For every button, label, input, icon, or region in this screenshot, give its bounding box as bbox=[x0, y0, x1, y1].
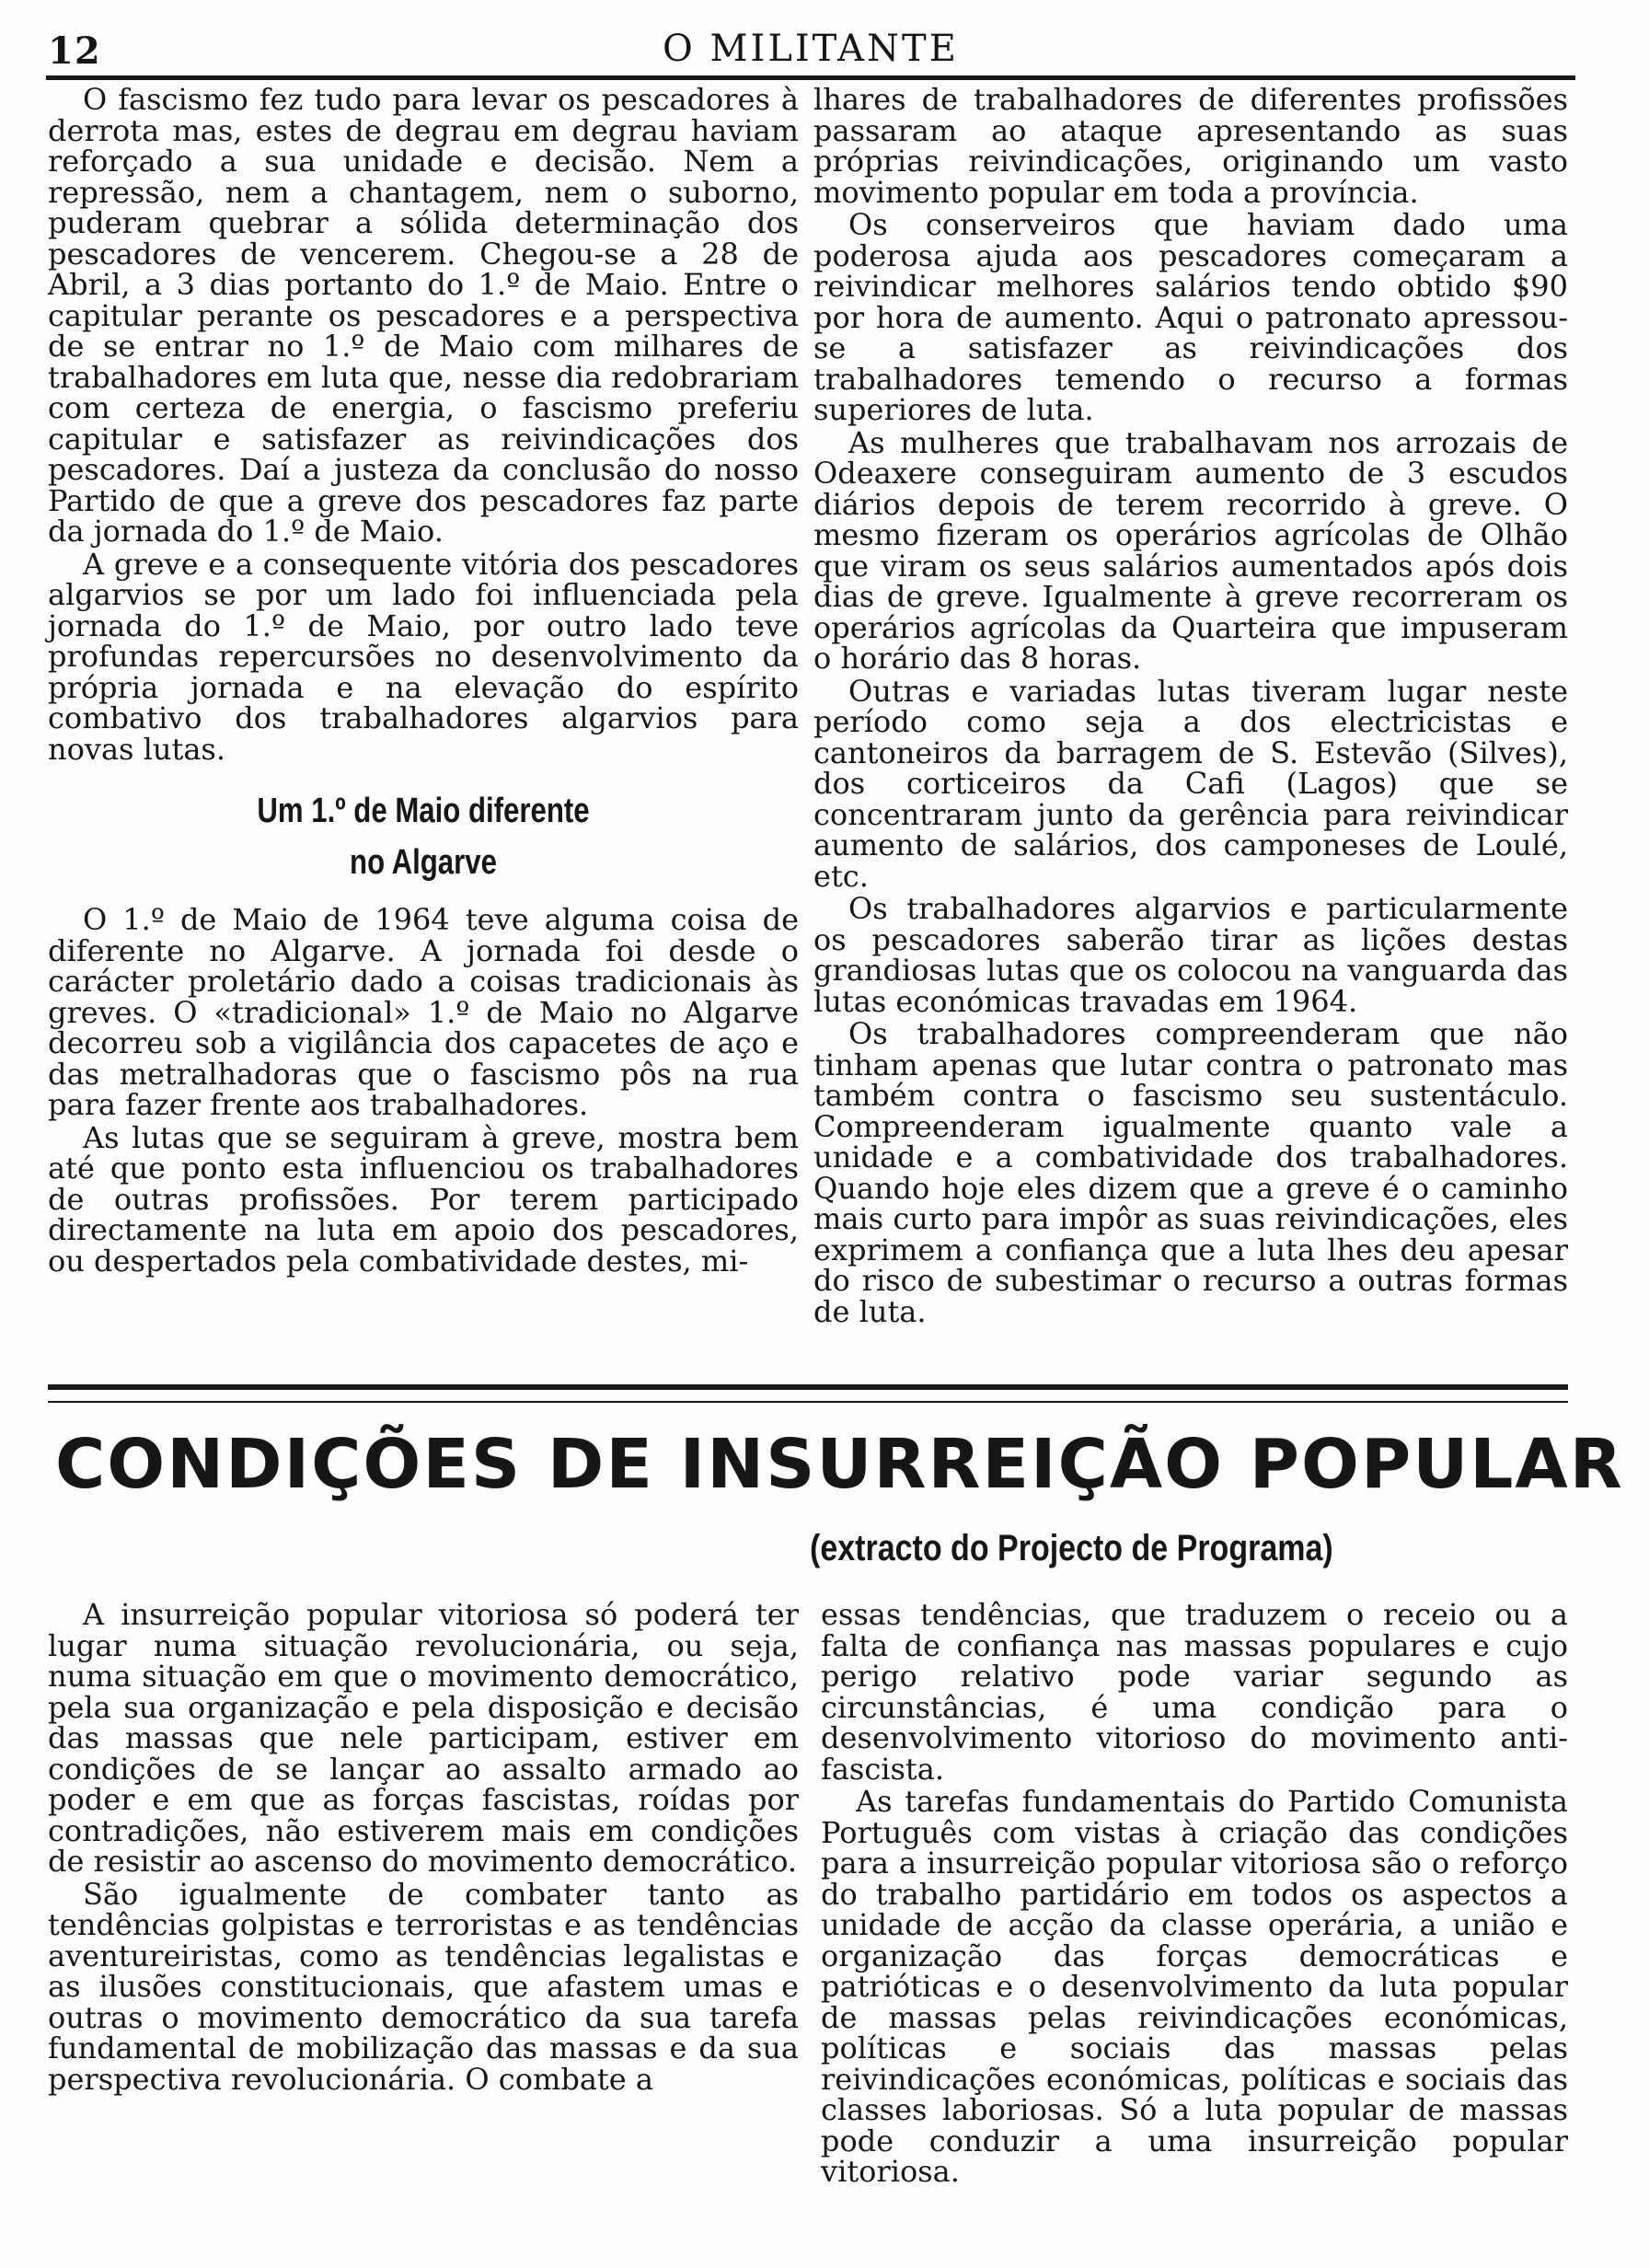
article-paragraph: Os trabalhadores compreenderam que não tinham apenas que lutar contra o patronato mas também contra o fascismo seu sustentáculo. Compreenderam igualmente quanto vale a unidade e a combatividade dos trabalhadores. Quando hoje eles dizem que a greve é o caminho mais curto para impôr as suas reivindicações, eles exprimem a confiança que a luta lhes deu apesar do risco de subestimar o recurso a outras formas de luta. bbox=[813, 1016, 1568, 1329]
subheading-line-2: no Algarve bbox=[350, 843, 497, 882]
article1-right-column bbox=[813, 82, 1568, 1329]
article-paragraph: As mulheres que trabalhavam nos arrozais de Odeaxere conseguiram aumento de 3 escudos diários depois de terem recorrido à greve. O mesmo fizeram os operários agrícolas de Olhão que viram os seus salários aumentados após dois dias de greve. Igualmente à greve recorreram os operários agrícolas da Quarteira que impuseram o horário das 8 horas. bbox=[813, 424, 1568, 676]
article-paragraph: lhares de trabalhadores de diferentes profissões passaram ao ataque apresentando as suas próprias reivindicações, originando um vasto movimento popular em toda a província. bbox=[813, 82, 1568, 210]
section-subheading bbox=[115, 785, 731, 888]
article-paragraph: essas tendências, que traduzem o receio ou a falta de confiança nas massas populares e cujo perigo relativo pode variar segundo as circunstâncias, é uma condição para o desenvolvimento vitorioso do movimento anti-fascista. bbox=[821, 1597, 1568, 1787]
article-paragraph: A greve e a consequente vitória dos pescadores algarvios se por um lado foi influenciada pela jornada do 1.º de Maio, por outro lado teve profundas repercursões no desenvolvimento da própria jornada e na elevação do espírito combativo dos trabalhadores algarvios para novas lutas. bbox=[48, 546, 799, 767]
page-number: 12 bbox=[48, 29, 101, 73]
article-paragraph: O 1.º de Maio de 1964 teve alguma coisa de diferente no Algarve. A jornada foi desde o carácter proletário dado a coisas tradicionais às greves. O «tradicional» 1.º de Maio no Algarve decorreu sob a vigilância dos capacetes de aço e das metralhadoras que o fascismo pôs na rua para fazer frente aos trabalhadores. bbox=[48, 902, 799, 1122]
article-paragraph: Os trabalhadores algarvios e particularmente os pescadores saberão tirar as lições destas grandiosas lutas que os colocou na vanguarda das lutas económicas travadas em 1964. bbox=[813, 891, 1568, 1019]
article1-left-column bbox=[48, 82, 799, 1279]
running-head bbox=[46, 22, 1575, 80]
article2-left-column bbox=[48, 1597, 799, 2097]
masthead-title: O MILITANTE bbox=[663, 28, 959, 70]
article-paragraph: Outras e variadas lutas tiveram lugar neste período como seja a dos electricistas e cantoneiros da barragem de S. Estevão (Silves), dos corticeiros da Cafi (Lagos) que se concentraram junto da gerência para reivindicar aumento de salários, dos camponeses de Loulé, etc. bbox=[813, 673, 1568, 894]
article-paragraph: São igualmente de combater tanto as tendências golpistas e terroristas e as tendências aventureiristas, como as tendências legalistas e as ilusões constitucionais, que afastem umas e outras o movimento democrático da sua tarefa fundamental de mobilização das massas e da sua perspectiva revolucionária. O combate a bbox=[48, 1876, 799, 2097]
article-paragraph: A insurreição popular vitoriosa só poderá ter lugar numa situação revolucionária, ou seja, numa situação em que o movimento democrático, pela sua organização e pela disposição e decisão das massas que nele participam, estiver em condições de se lançar ao assalto armado ao poder e em que as forças fascistas, roídas por contradições, não estiverem mais em condições de resistir ao ascenso do movimento democrático. bbox=[48, 1597, 799, 1879]
subheading-line-1: Um 1.º de Maio diferente bbox=[257, 792, 590, 830]
article2-right-column bbox=[821, 1597, 1568, 2189]
section-divider bbox=[48, 1384, 1568, 1403]
article-headline: CONDIÇÕES DE INSURREIÇÃO POPULAR bbox=[55, 1425, 1624, 1504]
article-paragraph: Os conserveiros que haviam dado uma poderosa ajuda aos pescadores começaram a reivindicar melhores salários tendo obtido $90 por hora de aumento. Aqui o patronato apressou-se a satisfazer as reivindicações dos trabalhadores temendo o recurso a formas superiores de luta. bbox=[813, 207, 1568, 427]
article-paragraph: As lutas que se seguiram à greve, mostra bem até que ponto esta influenciou os trabalhadores de outras profissões. Por terem participado directamente na luta em apoio dos pescadores, ou despertados pela combatividade destes, mi- bbox=[48, 1119, 799, 1279]
article-paragraph: O fascismo fez tudo para levar os pescadores à derrota mas, estes de degrau em degrau haviam reforçado a sua unidade e decisão. Nem a repressão, nem a chantagem, nem o suborno, puderam quebrar a sólida determinação dos pescadores de vencerem. Chegou-se a 28 de Abril, a 3 dias portanto do 1.º de Maio. Entre o capitular perante os pescadores e a perspectiva de se entrar no 1.º de Maio com milhares de trabalhadores em luta que, nesse dia redobrariam com certeza de energia, o fascismo preferiu capitular e satisfazer as reivindicações dos pescadores. Daí a justeza da conclusão do nosso Partido de que a greve dos pescadores faz parte da jornada do 1.º de Maio. bbox=[48, 82, 799, 549]
article-subheadline: (extracto do Projecto de Programa) bbox=[810, 1528, 1333, 1568]
article-paragraph: As tarefas fundamentais do Partido Comunista Português com vistas à criação das condições para a insurreição popular vitoriosa são o reforço do trabalho partidário em todos os aspectos a unidade de acção da classe operária, a união e organização das forças democráticas e patrióticas e o desenvolvimento da luta popular de massas pelas reivindicações económicas, políticas e sociais das massas pelas reivindicações económicas, políticas e sociais das classes laboriosas. Só a luta popular de massas pode conduzir a uma insurreição popular vitoriosa. bbox=[821, 1784, 1568, 2189]
